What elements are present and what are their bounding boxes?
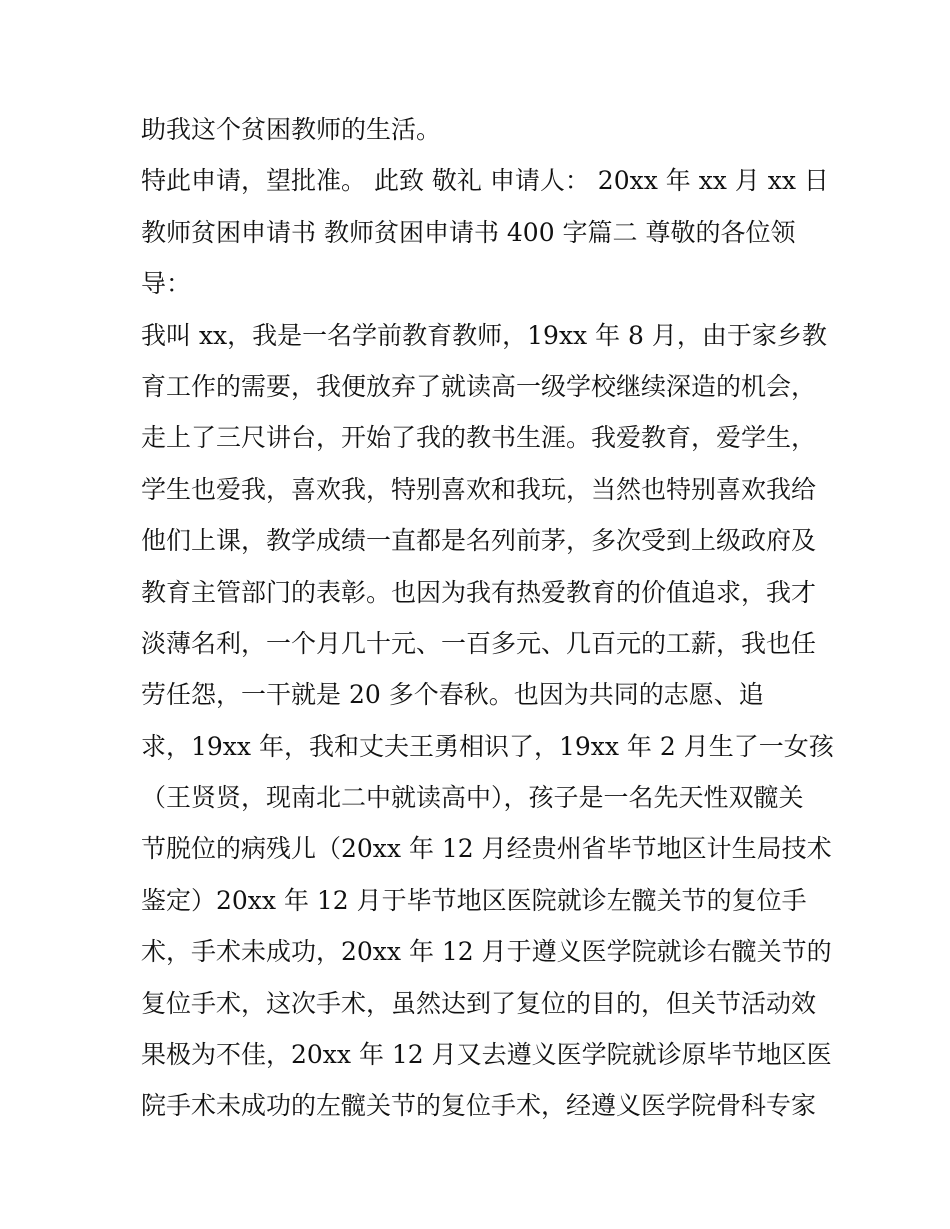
text-line: 求，19xx 年，我和丈夫王勇相识了，19xx 年 2 月生了一女孩: [141, 731, 834, 761]
text-line: 他们上课，教学成绩一直都是名列前茅，多次受到上级政府及: [141, 526, 817, 556]
text-line: 教育主管部门的表彰。也因为我有热爱教育的价值追求，我才: [141, 577, 817, 607]
text-line: 节脱位的病残儿（20xx 年 12 月经贵州省毕节地区计生局技术: [141, 834, 832, 864]
document-body: [141, 104, 834, 1132]
text-line: 淡薄名利，一个月几十元、一百多元、几百元的工薪，我也任: [141, 628, 817, 658]
text-line: 劳任怨，一干就是 20 多个春秋。也因为共同的志愿、追: [141, 680, 764, 710]
text-line: 学生也爱我，喜欢我，特别喜欢和我玩，当然也特别喜欢我给: [141, 474, 817, 504]
text-line: 院手术未成功的左髋关节的复位手术，经遵义医学院骨科专家: [141, 1091, 817, 1121]
text-line: （王贤贤，现南北二中就读高中），孩子是一名先天性双髋关: [141, 783, 804, 813]
text-line: 术，手术未成功，20xx 年 12 月于遵义医学院就诊右髋关节的: [141, 937, 832, 967]
text-line: 导：: [141, 269, 192, 299]
text-line: 鉴定）20xx 年 12 月于毕节地区医院就诊左髋关节的复位手: [141, 885, 807, 915]
text-line: 教师贫困申请书 教师贫困申请书 400 字篇二 尊敬的各位领: [141, 217, 796, 247]
text-line: 育工作的需要，我便放弃了就读高一级学校继续深造的机会，: [141, 371, 817, 401]
text-line: 复位手术，这次手术，虽然达到了复位的目的，但关节活动效: [141, 988, 817, 1018]
text-line: 助我这个贫困教师的生活。: [141, 115, 442, 144]
text-line: 走上了三尺讲台，开始了我的教书生涯。我爱教育，爱学生，: [141, 423, 817, 453]
text-line: 果极为不佳，20xx 年 12 月又去遵义医学院就诊原毕节地区医: [141, 1040, 832, 1070]
text-line: 特此申请，望批准。 此致 敬礼 申请人： 20xx 年 xx 月 xx 日: [141, 166, 829, 196]
text-line: 我叫 xx，我是一名学前教育教师，19xx 年 8 月，由于家乡教: [141, 320, 827, 350]
